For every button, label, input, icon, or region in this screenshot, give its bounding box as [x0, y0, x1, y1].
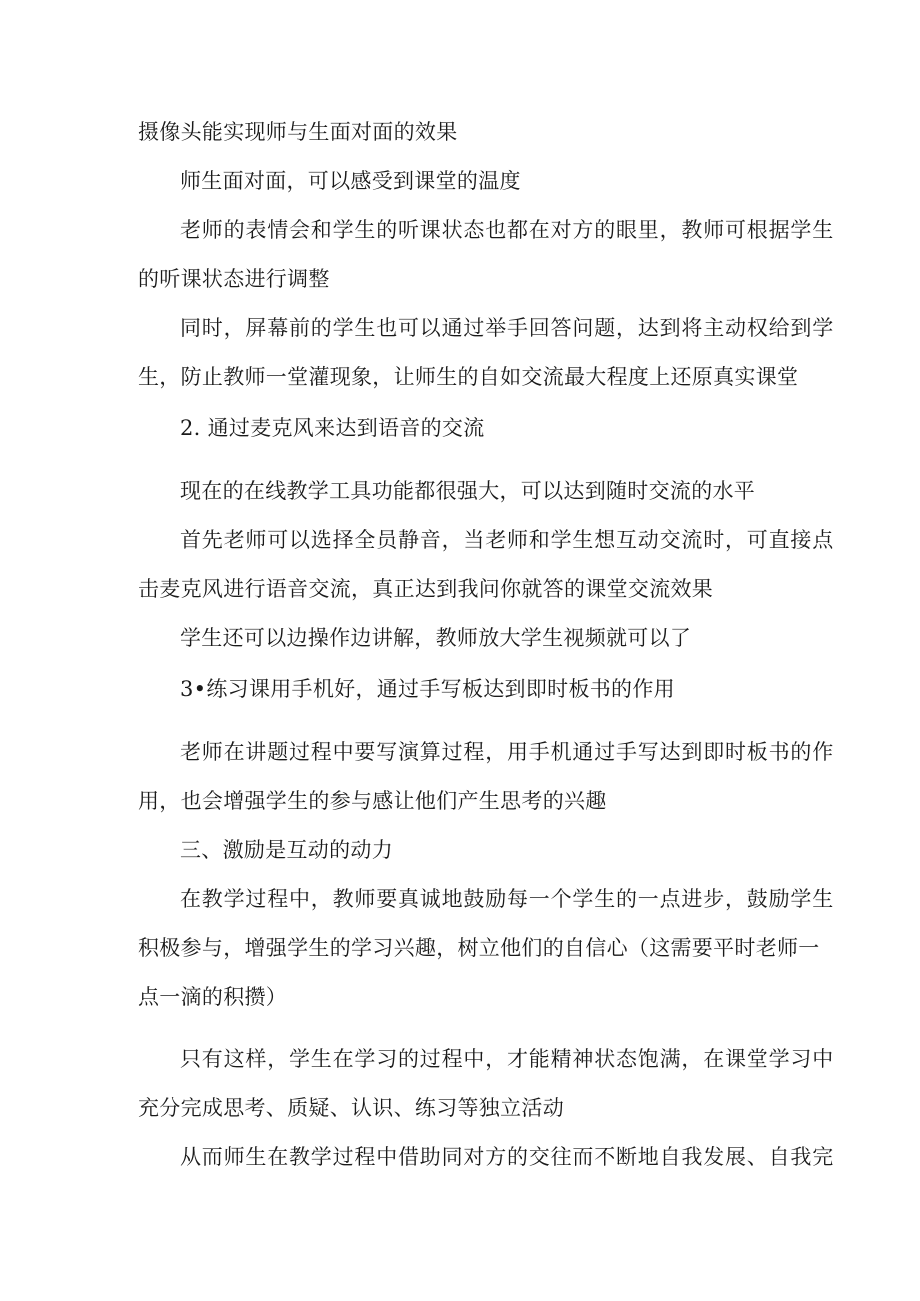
text-line-13: 在教学过程中，教师要真诚地鼓励每一个学生的一点进步，鼓励学生	[180, 887, 834, 911]
text-line-7: 现在的在线教学工具功能都很强大，可以达到随时交流的水平	[180, 479, 756, 503]
text-line-18: 从而师生在教学过程中借助同对方的交往而不断地自我发展、自我完	[180, 1145, 834, 1169]
text-line-4: 的听课状态进行调整	[138, 267, 330, 291]
text-line-15: 点一滴的积攒）	[138, 985, 288, 1009]
text-line-12: 用，也会增强学生的参与感让他们产生思考的兴趣	[138, 789, 607, 813]
text-line-16: 只有这样，学生在学习的过程中，才能精神状态饱满，在课堂学习中	[180, 1047, 834, 1071]
text-line-2: 师生面对面，可以感受到课堂的温度	[180, 169, 521, 193]
text-line-6: 生，防止教师一堂灌现象，让师生的自如交流最大程度上还原真实课堂	[138, 365, 799, 389]
text-line-17: 充分完成思考、质疑、认识、练习等独立活动	[138, 1096, 564, 1120]
section-heading-3: 3•练习课用手机好，通过手写板达到即时板书的作用	[180, 677, 675, 701]
text-line-11: 老师在讲题过程中要写演算过程，用手机通过手写达到即时板书的作	[180, 740, 834, 764]
text-line-3: 老师的表情会和学生的听课状态也都在对方的眼里，教师可根据学生	[180, 218, 834, 242]
text-line-1: 摄像头能实现师与生面对面的效果	[138, 120, 458, 144]
section-heading-san: 三、激励是互动的动力	[180, 838, 393, 862]
section-heading-2: 2. 通过麦克风来达到语音的交流	[180, 416, 485, 440]
text-line-10: 学生还可以边操作边讲解，教师放大学生视频就可以了	[180, 626, 692, 650]
text-line-9: 击麦克风进行语音交流，真正达到我问你就答的课堂交流效果	[138, 577, 714, 601]
text-line-5: 同时，屏幕前的学生也可以通过举手回答问题，达到将主动权给到学	[180, 316, 834, 340]
text-line-14: 积极参与，增强学生的学习兴趣，树立他们的自信心（这需要平时老师一	[138, 936, 820, 960]
text-line-8: 首先老师可以选择全员静音，当老师和学生想互动交流时，可直接点	[180, 528, 834, 552]
